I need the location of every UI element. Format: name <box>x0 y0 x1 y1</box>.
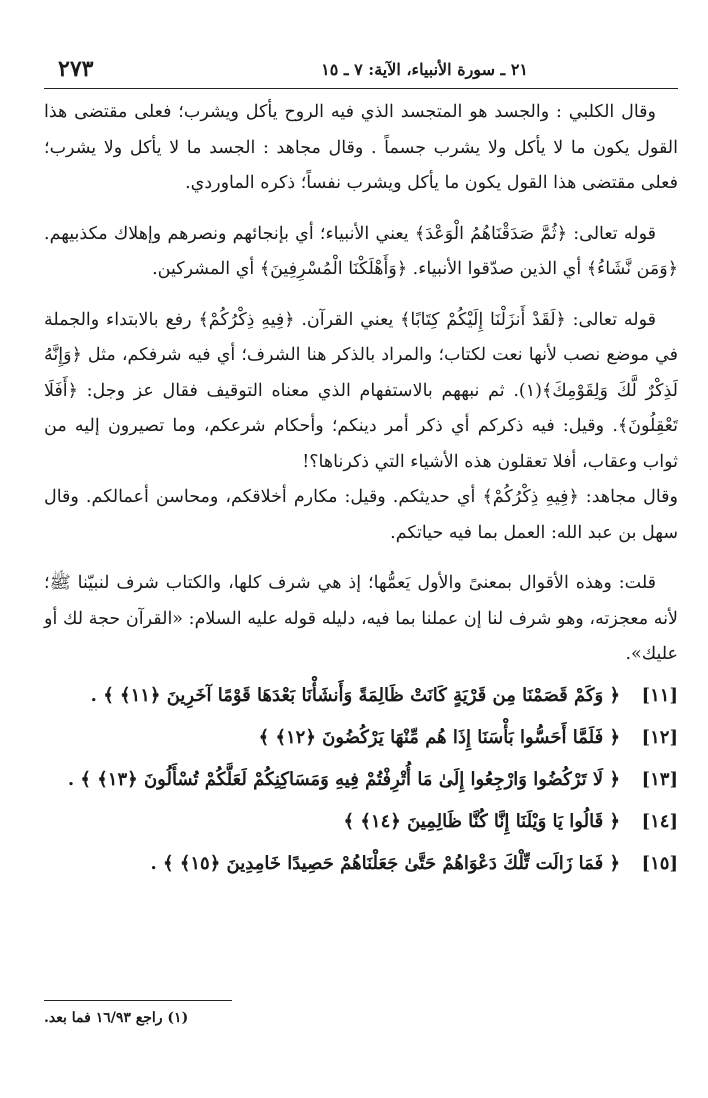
paragraph-mujahid: وقال مجاهد: ﴿فِيهِ ذِكْرُكُمْ﴾ أي حديثكم. وقيل: مكارم أخلاقكم، ومحاسن أعمالكم. وقال سهل بن عبد الله: العمل بما فيه حياتكم. <box>44 487 678 543</box>
ayah-row-11 <box>44 675 678 717</box>
ayah-text: ﴿ فَلَمَّا أَحَسُّوا بَأْسَنَا إِذَا هُم مِّنْهَا يَرْكُضُونَ ﴿١٢﴾ ﴾ <box>258 726 620 748</box>
body-text <box>44 95 678 885</box>
paragraph-qultu: قلت: وهذه الأقوال بمعنىً والأول يَعمُّها؛ إذ هي شرف كلها، والكتاب شرف لنبيّنا ﷺ؛ لأنه معجزته، وهو شرف لنا إن عملنا بما فيه، دليله قوله عليه السلام: «القرآن حجة لك أو عليك». <box>44 573 678 664</box>
footnote <box>44 1010 678 1026</box>
paragraph-anzalna: قوله تعالى: ﴿لَقَدْ أَنزَلْنَا إِلَيْكُمْ كِتَابًا﴾ يعني القرآن. ﴿فِيهِ ذِكْرُكُمْ﴾ رفع بالابتداء والجملة في موضع نصب لأنها نعت لكتاب؛ والمراد بالذكر هنا الشرف؛ أي فيه شرفكم، مثل ﴿وَإِنَّهُ لَذِكْرٌ لَّكَ وَلِقَوْمِكَ﴾(١). ثم نبههم بالاستفهام الذي معناه التوقيف فقال عز وجل: ﴿أَفَلَا تَعْقِلُونَ﴾. وقيل: فيه ذكركم أي ذكر أمر دينكم؛ وأحكام شرعكم، وما تصيرون إليه من ثواب وعقاب، أفلا تعقلون هذه الأشياء التي ذكرناها؟! <box>44 309 678 472</box>
ayah-row-13 <box>44 759 678 801</box>
ayah-number: [١٤] <box>641 810 678 832</box>
ayah-text: ﴿ قَالُوا يَا وَيْلَنَا إِنَّا كُنَّا ظَالِمِينَ ﴿١٤﴾ ﴾ <box>343 810 620 832</box>
running-header <box>44 52 678 89</box>
ayah-text: ﴿ لَا تَرْكُضُوا وَارْجِعُوا إِلَىٰ مَا أُتْرِفْتُمْ فِيهِ وَمَسَاكِنِكُمْ لَعَلَّكُمْ تُسْأَلُونَ ﴿١٣﴾ ﴾ . <box>67 768 620 790</box>
footnote-text: (١) راجع ١٦/٩٣ فما بعد. <box>44 1010 189 1026</box>
ayah-number: [١٢] <box>641 726 678 748</box>
ayah-text: ﴿ وَكَمْ قَصَمْنَا مِن قَرْيَةٍ كَانَتْ ظَالِمَةً وَأَنشَأْنَا بَعْدَهَا قَوْمًا آخَرِينَ ﴿١١﴾ ﴾ . <box>90 684 620 706</box>
header-title: ٢١ ـ سورة الأنبياء، الآية: ٧ ـ ١٥ <box>321 60 528 79</box>
ayah-row-14 <box>44 801 678 843</box>
ayah-number: [١١] <box>641 684 678 706</box>
ayah-list <box>44 675 678 885</box>
paragraph-kalbi: وقال الكلبي : والجسد هو المتجسد الذي فيه الروح يأكل ويشرب؛ فعلى مقتضى هذا القول يكون ما لا يأكل ولا يشرب جسماً . وقال مجاهد : الجسد ما لا يأكل ولا يشرب؛ فعلى مقتضى هذا القول يكون ما يأكل ويشرب نفساً؛ ذكره الماوردي. <box>44 102 678 193</box>
footnote-divider <box>44 1000 232 1001</box>
paragraph-sadaqnahum: قوله تعالى: ﴿ثُمَّ صَدَقْنَاهُمُ الْوَعْدَ﴾ يعني الأنبياء؛ أي بإنجائهم ونصرهم وإهلاك مكذبيهم. ﴿وَمَن نَّشَاءُ﴾ أي الذين صدّقوا الأنبياء. ﴿وَأَهْلَكْنَا الْمُسْرِفِينَ﴾ أي المشركين. <box>44 223 678 279</box>
ayah-number: [١٥] <box>641 852 678 874</box>
ayah-row-12 <box>44 717 678 759</box>
ayah-text: ﴿ فَمَا زَالَت تِّلْكَ دَعْوَاهُمْ حَتَّىٰ جَعَلْنَاهُمْ حَصِيدًا خَامِدِينَ ﴿١٥﴾ ﴾ . <box>150 852 620 874</box>
page-number: ٢٧٣ <box>58 56 94 82</box>
ayah-row-15 <box>44 843 678 885</box>
book-page <box>44 52 678 885</box>
ayah-number: [١٣] <box>641 768 678 790</box>
